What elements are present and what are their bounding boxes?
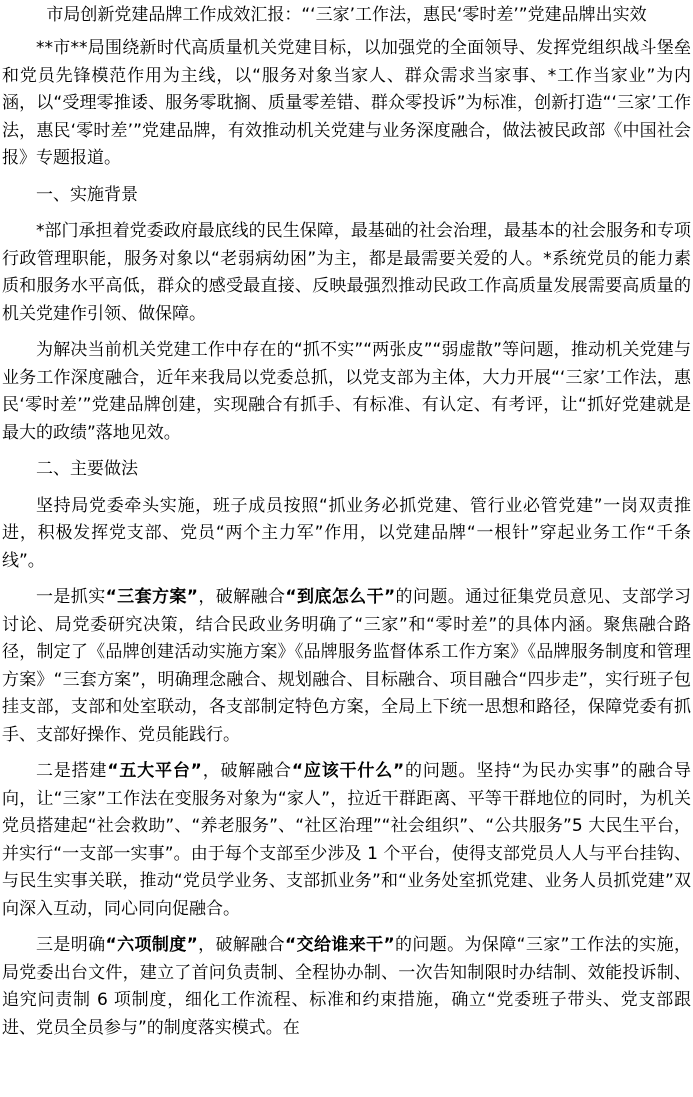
- practice-item-1-mid: ，破解融合: [197, 587, 286, 607]
- practice-item-3-question: “交给谁来干”: [285, 935, 395, 955]
- practice-item-1-keyword: “三套方案”: [105, 587, 198, 607]
- practice-item-1: [2, 584, 691, 749]
- practice-item-3-mid: ，破解融合: [197, 935, 286, 955]
- practice-item-1-lead: 一是抓实: [36, 587, 106, 607]
- practice-item-1-body: 的问题。通过征集党员意见、支部学习讨论、局党委研究决策，结合民政业务明确了“三家”和“零时差”的具体内涵。聚焦融合路径，制定了《品牌创建活动实施方案》《品牌服务监督体系工作方案》《品牌服务制度和管理方案》“三套方案”，明确理念融合、规划融合、目标融合、项目融合“四步走”，实行班子包挂支部，支部和处室联动，各支部制定特色方案，全局上下统一思想和路径，保障党委有抓手、支部好操作、党员能践行。: [2, 587, 691, 745]
- document-title: 市局创新党建品牌工作成效汇报：“‘三家’工作法，惠民‘零时差’”党建品牌出实效: [46, 5, 647, 25]
- practice-item-3: [2, 932, 691, 1042]
- practice-item-2-body: 的问题。坚持“为民办实事”的融合导向，让“三家”工作法在变服务对象为“家人”，拉近干群距离、平等干群地位的同时，为机关党员搭建起“社会救助”、“养老服务”、“社区治理”“社会组织”、“公共服务”5 大民生平台，并实行“一支部一实事”。由于每个支部至少涉及 1 个平台，使得支部党员人人与平台挂钩、与民生实事关联，推动“党员学业务、支部抓业务”和“业务处室抓党建、业务人员抓党建”双向深入互动，同心同向促融合。: [2, 761, 691, 919]
- practice-item-2: [2, 758, 691, 923]
- practice-item-1-question: “到底怎么干”: [285, 587, 396, 607]
- practice-item-3-body: 的问题。为保障“三家”工作法的实施，局党委出台文件，建立了首问负责制、全程协办制、一次告知制限时办结制、效能投诉制、追究问责制 6 项制度，细化工作流程、标准和约束措施，确立“党委班子带头、党支部跟进、党员全员参与”的制度落实模式。在: [2, 935, 692, 1038]
- practice-item-3-keyword: “六项制度”: [105, 935, 198, 955]
- background-paragraph-1: *部门承担着党委政府最底线的民生保障，最基础的社会治理，最基本的社会服务和专项行政管理职能，服务对象以“老弱病幼困”为主，都是最需要关爱的人。*系统党员的能力素质和服务水平高低，群众的感受最直接、反映最强烈推动民政工作高质量发展需要高质量的机关党建作引领、做保障。: [2, 221, 691, 324]
- practice-item-2-question: “应该干什么”: [291, 761, 405, 781]
- practice-item-2-lead: 二是搭建: [36, 761, 108, 781]
- background-paragraph-2: 为解决当前机关党建工作中存在的“抓不实”“两张皮”“弱虚散”等问题，推动机关党建与业务工作深度融合，近年来我局以党委总抓，以党支部为主体，大力开展“‘三家’工作法，惠民‘零时差’”党建品牌创建，实现融合有抓手、有标准、有认定、有考评，让“抓好党建就是最大的政绩”落地见效。: [2, 340, 691, 443]
- section-heading-background: 一、实施背景: [36, 184, 138, 205]
- intro-paragraph: **市**局围绕新时代高质量机关党建目标，以加强党的全面领导、发挥党组织战斗堡垒和党员先锋模范作用为主线，以“服务对象当家人、群众需求当家事、*工作当家业”为内涵，以“受理零推诿、服务零耽搁、质量零差错、群众零投诉”为标准，创新打造“‘三家’工作法，惠民‘零时差’”党建品牌，有效推动机关党建与业务深度融合，做法被民政部《中国社会报》专题报道。: [2, 38, 691, 168]
- practice-item-3-lead: 三是明确: [36, 935, 106, 955]
- practice-item-2-keyword: “五大平台”: [107, 761, 202, 781]
- practice-item-2-mid: ，破解融合: [201, 761, 292, 781]
- practices-paragraph-intro: 坚持局党委牵头实施，班子成员按照“抓业务必抓党建、管行业必管党建”一岗双责推进，积极发挥党支部、党员“两个主力军”作用，以党建品牌“一根针”穿起业务工作“千条线”。: [2, 495, 691, 571]
- section-heading-practices: 二、主要做法: [36, 459, 138, 479]
